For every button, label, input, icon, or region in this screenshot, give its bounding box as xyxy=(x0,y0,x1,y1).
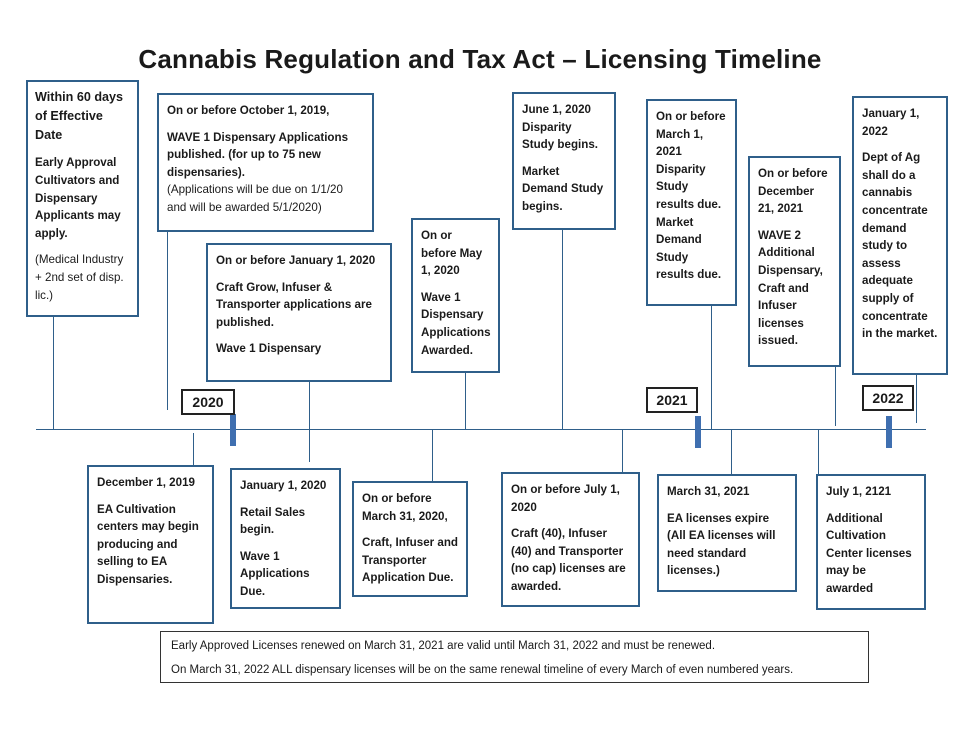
year-tick-2020 xyxy=(230,414,236,446)
event-box-dec-2019 xyxy=(87,465,214,624)
event-extra: Wave 1 Applications Due. xyxy=(240,549,310,599)
year-tick-2022 xyxy=(886,416,892,448)
event-heading: On or before January 1, 2020 xyxy=(216,254,376,267)
event-heading: January 1, 2020 xyxy=(240,479,327,492)
event-body: Disparity Study results due. Market Demand Study results due. xyxy=(656,162,722,282)
event-body: Dept of Ag shall do a cannabis concentrate demand study to assess adequate supply of concentrate in the market. xyxy=(862,151,938,341)
timeline-axis xyxy=(36,429,926,430)
event-heading: On or before May 1, 2020 xyxy=(421,229,483,278)
event-heading: January 1, 2022 xyxy=(862,107,920,138)
event-box-jan-2020 xyxy=(206,243,392,382)
year-label-2020: 2020 xyxy=(181,389,235,415)
event-note: (Medical Industry + 2nd set of disp. lic.) xyxy=(35,253,124,302)
connector-line xyxy=(53,315,54,429)
event-body: EA licenses expire (All EA licenses will need standard licenses.) xyxy=(667,511,776,578)
event-body: Craft, Infuser and Transporter Application Due. xyxy=(362,536,458,585)
connector-line xyxy=(167,230,168,410)
connector-line xyxy=(622,429,623,472)
event-body: WAVE 2 Additional Dispensary, Craft and Infuser licenses issued. xyxy=(758,228,823,348)
connector-line xyxy=(309,380,310,462)
year-label-2021: 2021 xyxy=(646,387,698,413)
connector-line xyxy=(731,429,732,474)
event-heading: On or before July 1, 2020 xyxy=(511,483,620,514)
event-body: Retail Sales begin. xyxy=(240,505,306,537)
event-heading: July 1, 2121 xyxy=(826,485,892,498)
connector-line xyxy=(432,429,433,481)
event-box-oct-2019 xyxy=(157,93,374,232)
event-box-jun-2020 xyxy=(512,92,616,230)
event-box-mar-2021-expire xyxy=(657,474,797,592)
event-box-effective-date xyxy=(26,80,139,317)
note-line: Early Approved Licenses renewed on March 31, 2021 are valid until March 31, 2022 and must be renewed. xyxy=(171,640,716,652)
connector-line xyxy=(193,433,194,465)
event-box-jul-2121 xyxy=(816,474,926,610)
event-heading: December 1, 2019 xyxy=(97,476,195,489)
event-box-mar-2020 xyxy=(352,481,468,597)
event-body: Market Demand Study begins. xyxy=(522,164,604,214)
event-box-jul-2020 xyxy=(501,472,640,607)
event-body: Additional Cultivation Center licenses may be awarded xyxy=(826,511,912,596)
event-note: (Applications will be due on 1/1/20 and will be awarded 5/1/2020) xyxy=(167,183,343,215)
note-line: On March 31, 2022 ALL dispensary licenses will be on the same renewal timeline of every March of even numbered years. xyxy=(171,664,794,677)
connector-line xyxy=(916,373,917,423)
renewal-notes xyxy=(160,631,869,683)
event-heading: On or before March 1, 2021 xyxy=(656,110,726,159)
connector-line xyxy=(818,429,819,474)
event-heading: March 31, 2021 xyxy=(667,485,750,498)
event-box-may-2020 xyxy=(411,218,500,373)
event-body: Craft Grow, Infuser & Transporter applications are published. xyxy=(216,280,372,329)
connector-line xyxy=(835,366,836,426)
year-tick-2021 xyxy=(695,416,701,448)
page-title: Cannabis Regulation and Tax Act – Licensing Timeline xyxy=(138,44,822,74)
event-box-mar-2021 xyxy=(646,99,737,306)
connector-line xyxy=(711,305,712,429)
event-heading: On or before March 31, 2020, xyxy=(362,492,448,523)
event-body: Craft (40), Infuser (40) and Transporter (no cap) licenses are awarded. xyxy=(511,527,626,594)
event-body: Wave 1 Dispensary Applications Awarded. xyxy=(421,290,491,357)
event-body: WAVE 1 Dispensary Applications published. (for up to 75 new dispensaries). xyxy=(167,130,349,179)
event-body: Early Approval Cultivators and Dispensary Applicants may apply. xyxy=(35,156,121,240)
event-box-jan-2022 xyxy=(852,96,948,375)
event-extra: Wave 1 Dispensary xyxy=(216,342,322,356)
event-heading: On or before October 1, 2019, xyxy=(167,104,330,117)
year-label-2022: 2022 xyxy=(862,385,914,411)
connector-line xyxy=(562,229,563,429)
event-box-dec-2021 xyxy=(748,156,841,367)
event-heading: On or before December 21, 2021 xyxy=(758,167,828,216)
event-box-jan-2020-retail xyxy=(230,468,341,609)
event-heading: Within 60 days of Effective Date xyxy=(35,90,124,143)
event-heading: June 1, 2020 Disparity Study begins. xyxy=(522,103,599,152)
connector-line xyxy=(465,371,466,429)
event-body: EA Cultivation centers may begin producing and selling to EA Dispensaries. xyxy=(97,502,199,587)
